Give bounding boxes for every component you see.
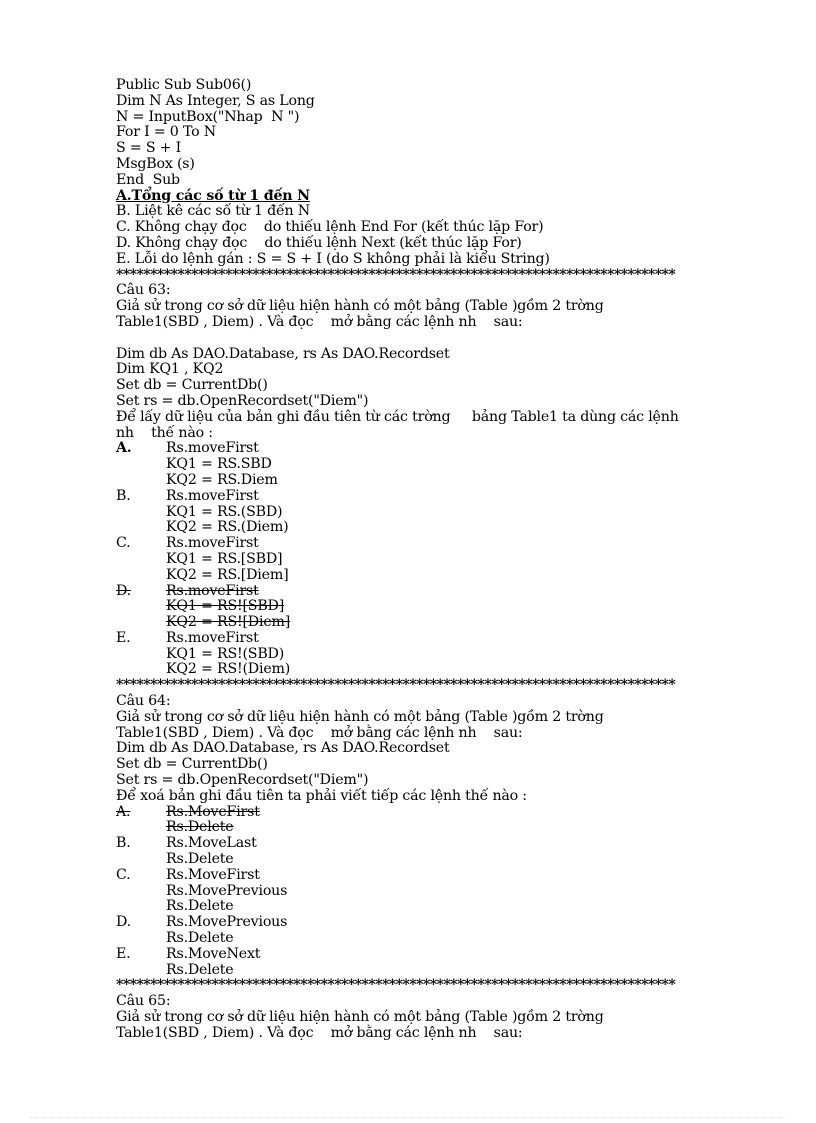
option-label: A. bbox=[116, 440, 132, 457]
option-line: Rs.MovePrevious bbox=[166, 914, 288, 931]
code-line: Set rs = db.OpenRecordset("Diem") bbox=[116, 772, 369, 789]
answer-option: C. Không chạy đọc do thiếu lệnh End For (kết thúc lặp For) bbox=[116, 219, 544, 236]
option-line: KQ2 = RS!(Diem) bbox=[166, 661, 291, 678]
option-b bbox=[116, 836, 776, 852]
page-bottom-border bbox=[30, 1117, 786, 1118]
option-line: KQ2 = RS![Diem] bbox=[166, 614, 291, 631]
code-line: End Sub bbox=[116, 171, 180, 188]
option-line: KQ1 = RS.SBD bbox=[166, 456, 272, 473]
code-line: Set db = CurrentDb() bbox=[116, 377, 268, 394]
option-e bbox=[116, 631, 776, 647]
option-c bbox=[116, 868, 776, 884]
question-title: Câu 64: bbox=[116, 693, 171, 710]
option-b bbox=[116, 489, 776, 505]
separator: ********************************************************************************** bbox=[116, 678, 676, 694]
option-line: KQ1 = RS!(SBD) bbox=[166, 645, 285, 662]
option-label: D. bbox=[116, 582, 131, 599]
answer-correct: A.Tổng các số từ 1 đến N bbox=[116, 187, 310, 204]
code-line: N = InputBox("Nhap N ") bbox=[116, 108, 300, 125]
option-label: A. bbox=[116, 803, 131, 820]
option-line: Rs.MoveFirst bbox=[166, 803, 260, 820]
option-d bbox=[116, 915, 776, 931]
separator: ********************************************************************************** bbox=[116, 978, 676, 994]
code-line: Dim KQ1 , KQ2 bbox=[116, 361, 224, 378]
option-e bbox=[116, 947, 776, 963]
option-line: KQ1 = RS![SBD] bbox=[166, 598, 285, 615]
question-prompt: Để xoá bản ghi đầu tiên ta phải viết tiếp các lệnh thế nào : bbox=[116, 787, 527, 804]
option-line: KQ2 = RS.[Diem] bbox=[166, 566, 289, 583]
option-line: KQ1 = RS.(SBD) bbox=[166, 503, 283, 520]
option-label: E. bbox=[116, 945, 131, 962]
option-a-correct bbox=[116, 805, 776, 821]
option-line: Rs.Delete bbox=[166, 819, 234, 836]
blank-line bbox=[116, 331, 776, 347]
question-title: Câu 63: bbox=[116, 282, 171, 299]
question-desc: Giả sử trong cơ sở dữ liệu hiện hành có một bảng (Table )gồm 2 trờng bbox=[116, 298, 604, 315]
question-desc: Giả sử trong cơ sở dữ liệu hiện hành có một bảng (Table )gồm 2 trờng bbox=[116, 708, 604, 725]
answer-option: D. Không chạy đọc do thiếu lệnh Next (kết thúc lặp For) bbox=[116, 234, 522, 251]
option-line: Rs.moveFirst bbox=[166, 629, 259, 646]
option-label: E. bbox=[116, 629, 131, 646]
code-line: For I = 0 To N bbox=[116, 124, 216, 141]
code-line: S = S + I bbox=[116, 140, 182, 157]
code-line: Dim db As DAO.Database, rs As DAO.Recordset bbox=[116, 740, 450, 757]
separator: ********************************************************************************** bbox=[116, 267, 676, 283]
answer-option: B. Liệt kê các số từ 1 đến N bbox=[116, 203, 311, 220]
option-line: Rs.MovePrevious bbox=[166, 882, 288, 899]
option-line: KQ2 = RS.Diem bbox=[166, 471, 278, 488]
question-desc: Giả sử trong cơ sở dữ liệu hiện hành có một bảng (Table )gồm 2 trờng bbox=[116, 1009, 604, 1026]
question-desc: Table1(SBD , Diem) . Và đọc mở bằng các lệnh nh sau: bbox=[116, 313, 523, 330]
option-line: KQ2 = RS.(Diem) bbox=[166, 519, 289, 536]
question-prompt: Để lấy dữ liệu của bản ghi đầu tiên từ các trờng bảng Table1 ta dùng các lệnh bbox=[116, 408, 679, 425]
question-prompt: nh thế nào : bbox=[116, 424, 213, 441]
option-d-correct bbox=[116, 584, 776, 600]
option-label: B. bbox=[116, 487, 131, 504]
code-line: Set db = CurrentDb() bbox=[116, 756, 268, 773]
option-line: KQ1 = RS.[SBD] bbox=[166, 550, 283, 567]
question-desc: Table1(SBD , Diem) . Và đọc mở bằng các lệnh nh sau: bbox=[116, 1024, 523, 1041]
option-line: Rs.Delete bbox=[166, 898, 234, 915]
option-line: Rs.moveFirst bbox=[166, 582, 259, 599]
code-line: Dim db As DAO.Database, rs As DAO.Recordset bbox=[116, 345, 450, 362]
option-label: B. bbox=[116, 835, 131, 852]
code-line: MsgBox (s) bbox=[116, 155, 195, 172]
question-desc: Table1(SBD , Diem) . Và đọc mở bằng các lệnh nh sau: bbox=[116, 724, 523, 741]
answer-option: E. Lỗi do lệnh gán : S = S + I (do S không phải là kiểu String) bbox=[116, 250, 550, 267]
option-label: C. bbox=[116, 866, 131, 883]
option-c bbox=[116, 536, 776, 552]
option-a bbox=[116, 441, 776, 457]
code-line: Public Sub Sub06() bbox=[116, 77, 252, 93]
option-line: Rs.Delete bbox=[166, 930, 234, 947]
code-line: Dim N As Integer, S as Long bbox=[116, 92, 315, 109]
option-line: Rs.moveFirst bbox=[166, 535, 259, 552]
option-label: C. bbox=[116, 535, 131, 552]
code-line: Set rs = db.OpenRecordset("Diem") bbox=[116, 392, 369, 409]
option-label: D. bbox=[116, 914, 131, 931]
option-line: Rs.MoveNext bbox=[166, 945, 261, 962]
option-line: Rs.MoveFirst bbox=[166, 866, 260, 883]
option-line: Rs.MoveLast bbox=[166, 835, 257, 852]
option-line: Rs.Delete bbox=[166, 851, 234, 868]
question-title: Câu 65: bbox=[116, 993, 171, 1010]
document-page bbox=[116, 78, 776, 1042]
option-line: Rs.Delete bbox=[166, 961, 234, 978]
option-line: Rs.moveFirst bbox=[166, 487, 259, 504]
option-line: Rs.moveFirst bbox=[166, 440, 259, 457]
